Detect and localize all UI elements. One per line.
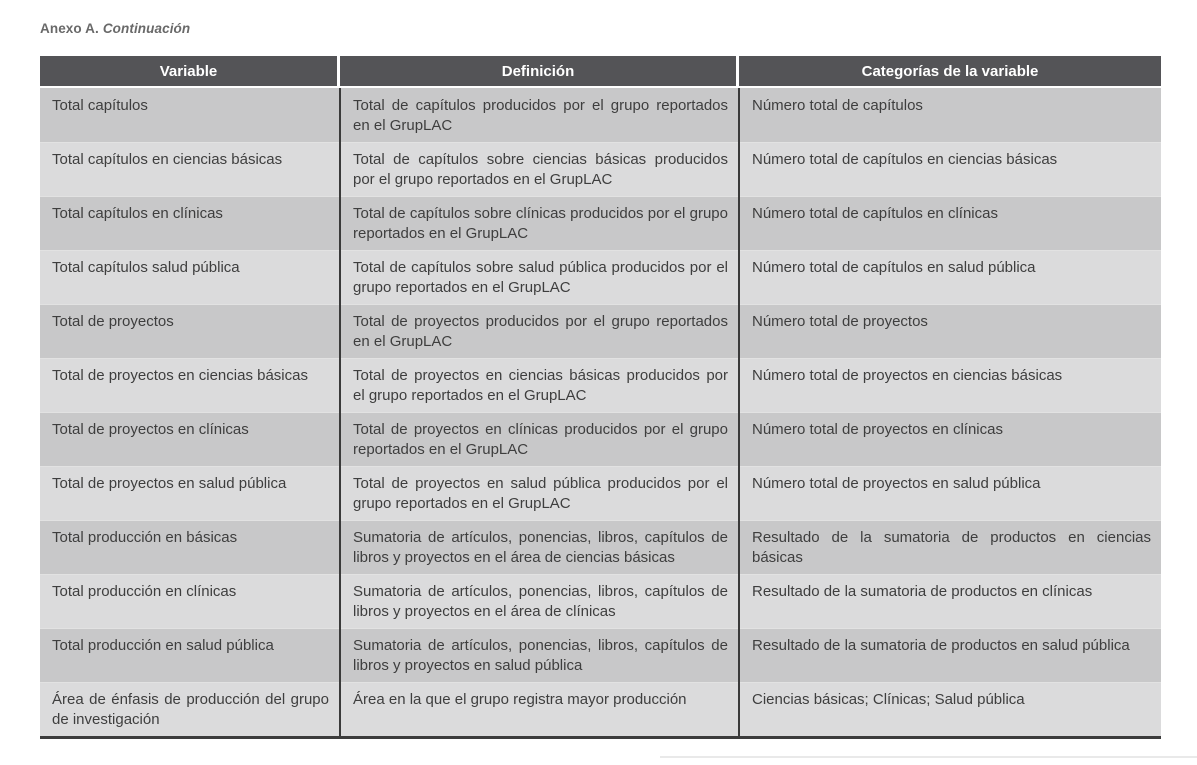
cell-definicion: Área en la que el grupo registra mayor producción [339,682,738,736]
cell-definicion: Total de proyectos en clínicas producidos por el grupo reportados en el GrupLAC [339,412,738,466]
cell-categorias: Resultado de la sumatoria de productos en clínicas [738,574,1161,628]
table-body [40,88,1161,736]
cell-variable: Total de proyectos en clínicas [52,421,249,438]
variables-definition-table [40,56,1161,739]
table-row [40,466,1161,520]
table-header-row [40,56,1161,86]
table-row [40,250,1161,304]
cell-variable: Total de proyectos [52,313,174,330]
cell-categorias: Número total de capítulos en salud pública [738,250,1161,304]
cell-definicion: Total de proyectos producidos por el grupo reportados en el GrupLAC [339,304,738,358]
cell-variable: Total capítulos salud pública [52,259,240,276]
cell-variable: Total capítulos [52,97,148,114]
cell-definicion: Sumatoria de artículos, ponencias, libros, capítulos de libros y proyectos en el área de clínicas [339,574,738,628]
cell-categorias: Número total de capítulos en ciencias básicas [738,142,1161,196]
cell-definicion: Total de proyectos en salud pública producidos por el grupo reportados en el GrupLAC [339,466,738,520]
table-row [40,196,1161,250]
table-row [40,520,1161,574]
cell-categorias: Número total de proyectos en clínicas [738,412,1161,466]
cell-variable: Total producción en básicas [52,529,238,546]
table-row [40,628,1161,682]
cell-categorias: Número total de capítulos [738,88,1161,142]
table-row [40,358,1161,412]
cell-definicion: Total de capítulos sobre clínicas producidos por el grupo reportados en el GrupLAC [339,196,738,250]
table-row [40,412,1161,466]
table-row [40,88,1161,142]
cell-variable: Total de proyectos en ciencias básicas [52,367,308,384]
cell-definicion: Sumatoria de artículos, ponencias, libros, capítulos de libros y proyectos en salud pública [339,628,738,682]
cell-definicion: Total de capítulos sobre salud pública producidos por el grupo reportados en el GrupLAC [339,250,738,304]
table-caption [40,21,190,36]
cell-definicion: Total de proyectos en ciencias básicas producidos por el grupo reportados en el GrupLAC [339,358,738,412]
cell-variable: Total capítulos en ciencias básicas [52,151,283,168]
cell-categorias: Resultado de la sumatoria de productos en salud pública [738,628,1161,682]
cell-categorias: Resultado de la sumatoria de productos en ciencias básicas [738,520,1161,574]
column-header-categorias: Categorías de la variable [739,56,1161,86]
column-header-variable: Variable [40,56,337,86]
cell-variable: Total de proyectos en salud pública [52,475,287,492]
cell-definicion: Sumatoria de artículos, ponencias, libros, capítulos de libros y proyectos en el área de ciencias básicas [339,520,738,574]
cell-variable: Total capítulos en clínicas [52,205,223,222]
cell-categorias: Ciencias básicas; Clínicas; Salud pública [738,682,1161,736]
caption-continuation-label: Continuación [102,21,191,36]
cell-categorias: Número total de proyectos [738,304,1161,358]
table-bottom-border [40,736,1161,739]
cell-categorias: Número total de proyectos en salud pública [738,466,1161,520]
cell-categorias: Número total de proyectos en ciencias básicas [738,358,1161,412]
cell-definicion: Total de capítulos producidos por el grupo reportados en el GrupLAC [339,88,738,142]
cell-variable: Total producción en salud pública [52,637,274,654]
table-row [40,574,1161,628]
cell-variable: Total producción en clínicas [52,583,237,600]
cell-variable: Área de énfasis de producción del grupo de investigación [52,691,329,728]
caption-annex-label: Anexo A. [40,21,99,36]
table-row [40,682,1161,736]
page-divider-line [660,756,1197,758]
table-row [40,304,1161,358]
cell-definicion: Total de capítulos sobre ciencias básicas producidos por el grupo reportados en el GrupLAC [339,142,738,196]
cell-categorias: Número total de capítulos en clínicas [738,196,1161,250]
table-row [40,142,1161,196]
column-header-definicion: Definición [340,56,736,86]
